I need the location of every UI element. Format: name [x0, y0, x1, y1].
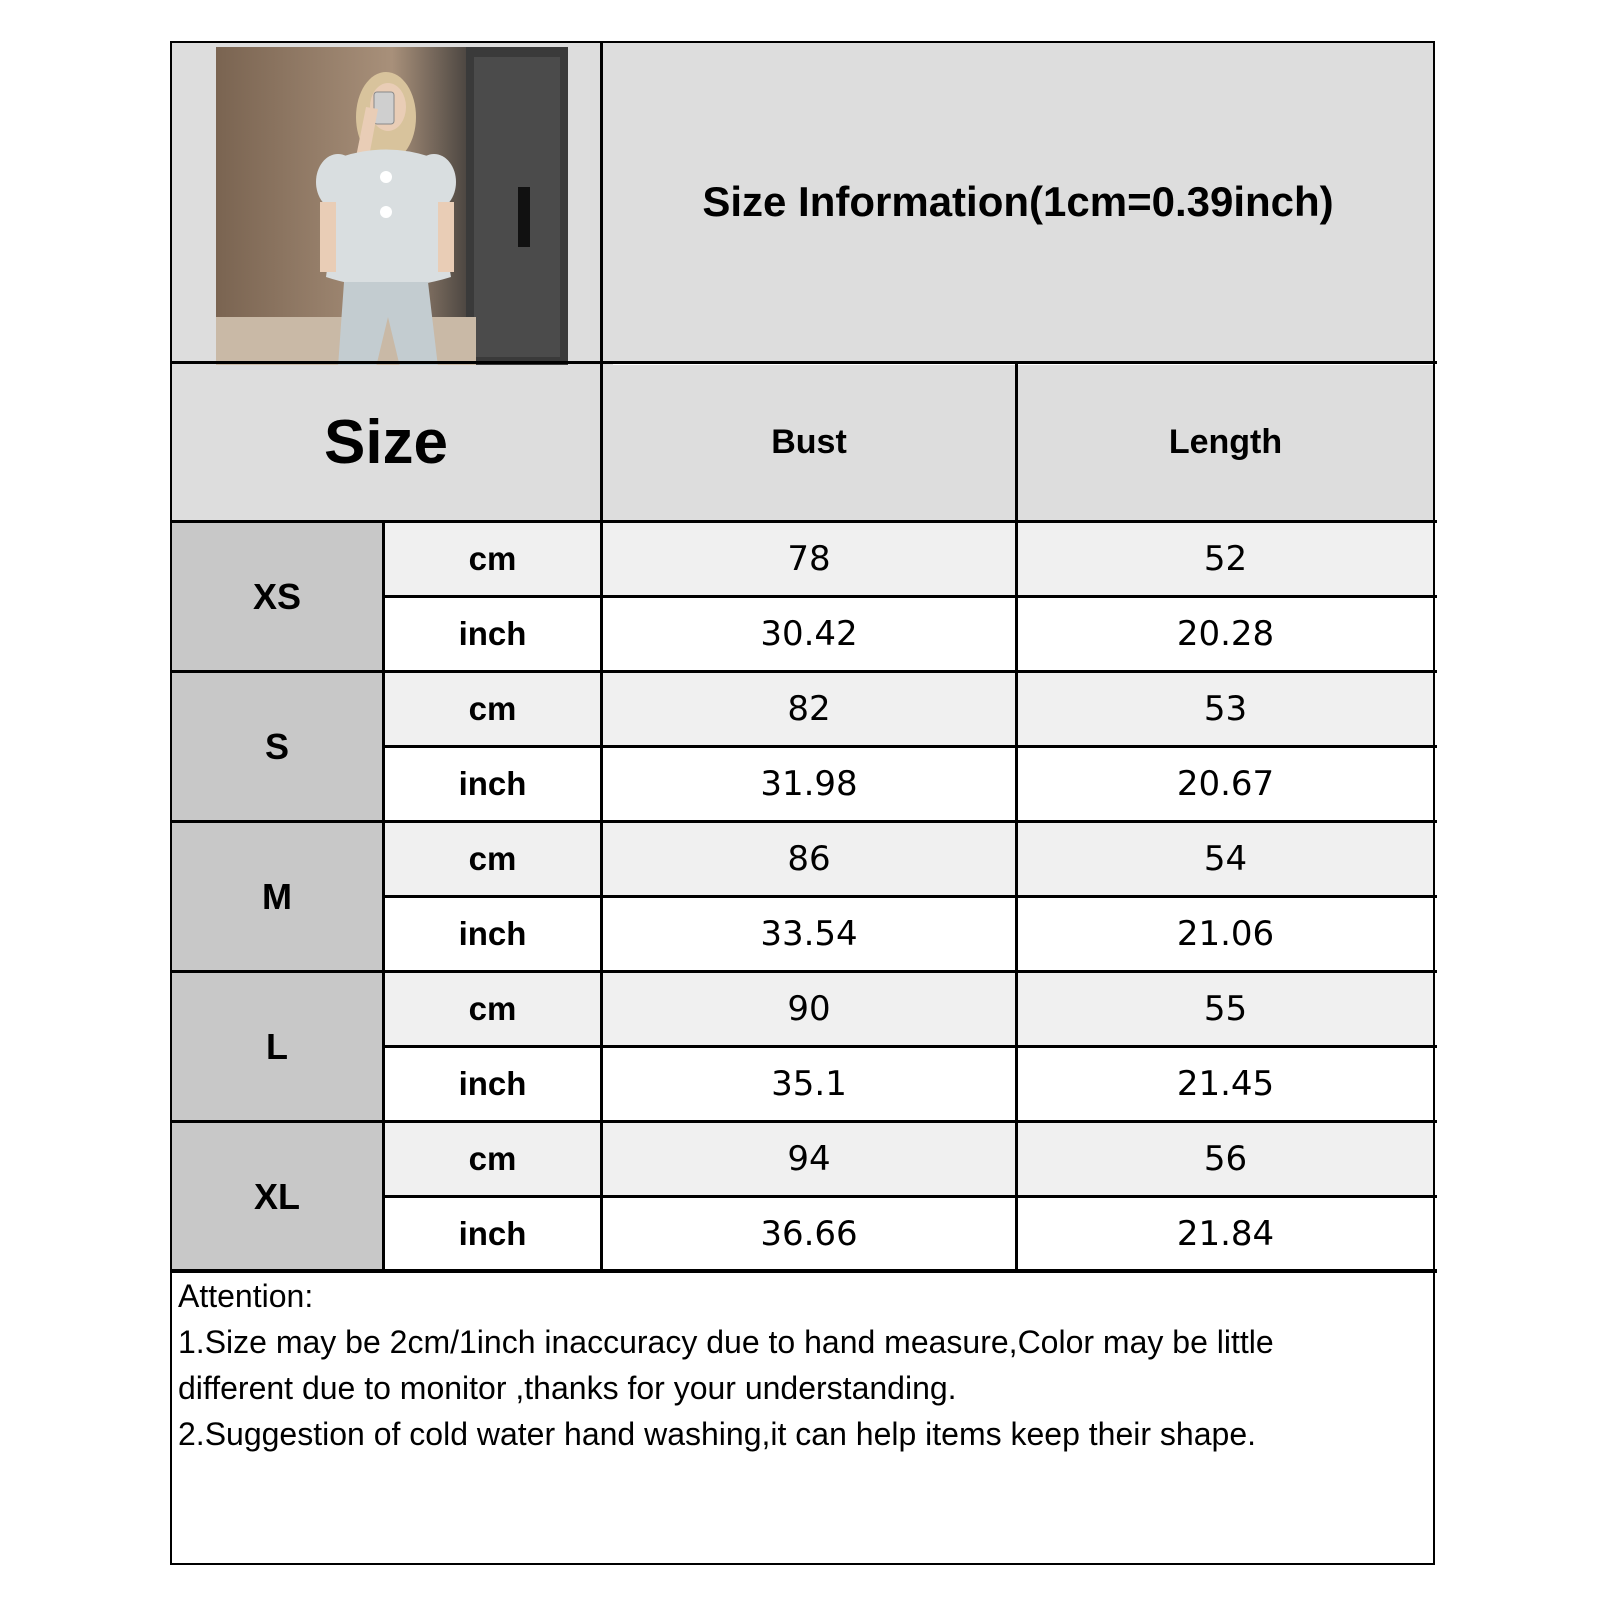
unit-label-cell	[385, 523, 600, 595]
unit-label: cm	[468, 690, 517, 727]
length-value-cell	[1018, 973, 1433, 1045]
grid-line	[382, 520, 385, 1272]
size-label: L	[266, 1025, 288, 1067]
length-value-cell	[1018, 823, 1433, 895]
size-label: XL	[253, 1175, 300, 1217]
bust-value-cell	[603, 1123, 1015, 1195]
bust-value-cell	[603, 1048, 1015, 1120]
bust-value: 90	[787, 989, 831, 1029]
unit-label: cm	[468, 990, 517, 1027]
product-photo	[216, 47, 568, 367]
size-info-title-cell	[603, 43, 1433, 361]
note-line-1a: 1.Size may be 2cm/1inch inaccuracy due to hand measure,Color may be little	[178, 1324, 1274, 1360]
length-value-cell	[1018, 598, 1433, 670]
bust-value-cell	[603, 973, 1015, 1045]
size-label-cell	[172, 673, 382, 820]
bust-value: 30.42	[760, 614, 858, 654]
unit-label: cm	[468, 840, 517, 877]
length-value: 54	[1203, 839, 1248, 879]
length-value: 21.84	[1176, 1214, 1275, 1254]
bust-value: 36.66	[760, 1214, 858, 1254]
unit-label-cell	[385, 1048, 600, 1120]
unit-label-cell	[385, 1123, 600, 1195]
bust-value: 35.1	[771, 1064, 847, 1104]
length-value: 52	[1203, 539, 1248, 579]
bust-header-cell	[603, 365, 1015, 520]
bust-value: 82	[787, 689, 831, 729]
size-info-title: Size Information(1cm=0.39inch)	[702, 178, 1334, 225]
bust-value: 86	[787, 839, 831, 879]
size-header: Size	[323, 408, 449, 477]
size-chart	[170, 41, 1435, 1565]
bust-value-cell	[603, 523, 1015, 595]
length-value-cell	[1018, 1048, 1433, 1120]
unit-label-cell	[385, 748, 600, 820]
length-value: 56	[1203, 1139, 1248, 1179]
unit-label-cell	[385, 673, 600, 745]
size-header-cell	[172, 365, 600, 520]
bust-value-cell	[603, 598, 1015, 670]
size-label-cell	[172, 523, 382, 670]
unit-label: cm	[468, 540, 517, 577]
attention-heading: Attention:	[178, 1278, 314, 1314]
unit-label: inch	[458, 1065, 527, 1102]
grid-line	[172, 361, 1437, 364]
bust-value-cell	[603, 823, 1015, 895]
unit-label: inch	[458, 1215, 527, 1252]
size-label: M	[262, 875, 292, 917]
note-line-1b: different due to monitor ,thanks for your understanding.	[178, 1370, 957, 1406]
length-value-cell	[1018, 1198, 1433, 1270]
length-value-cell	[1018, 1123, 1433, 1195]
length-header-cell	[1018, 365, 1433, 520]
bust-value-cell	[603, 748, 1015, 820]
bust-value-cell	[603, 673, 1015, 745]
length-value-cell	[1018, 748, 1433, 820]
unit-label: cm	[468, 1140, 517, 1177]
attention-notes	[178, 1273, 1418, 1457]
grid-line	[1015, 361, 1018, 1272]
length-value-cell	[1018, 523, 1433, 595]
unit-label-cell	[385, 823, 600, 895]
length-value: 20.28	[1176, 614, 1275, 654]
size-label-cell	[172, 973, 382, 1120]
size-label-cell	[172, 823, 382, 970]
grid-line	[172, 1269, 1437, 1272]
length-value-cell	[1018, 898, 1433, 970]
length-value: 55	[1203, 989, 1248, 1029]
size-label: S	[264, 725, 289, 767]
unit-label-cell	[385, 598, 600, 670]
bust-value-cell	[603, 898, 1015, 970]
length-value: 21.06	[1176, 914, 1275, 954]
size-label-cell	[172, 1123, 382, 1270]
length-value: 20.67	[1176, 764, 1275, 804]
length-header: Length	[1168, 423, 1283, 461]
bust-value: 33.54	[760, 914, 858, 954]
grid-line	[172, 520, 1437, 523]
unit-label: inch	[458, 615, 527, 652]
bust-value: 31.98	[760, 764, 858, 804]
product-photo-cell	[172, 43, 613, 371]
length-value: 21.45	[1176, 1064, 1275, 1104]
unit-label: inch	[458, 765, 527, 802]
grid-line	[600, 43, 603, 1272]
unit-label: inch	[458, 915, 527, 952]
unit-label-cell	[385, 1198, 600, 1270]
length-value: 53	[1203, 689, 1248, 729]
unit-label-cell	[385, 898, 600, 970]
unit-label-cell	[385, 973, 600, 1045]
size-label: XS	[252, 575, 302, 617]
bust-value: 94	[787, 1139, 831, 1179]
bust-value-cell	[603, 1198, 1015, 1270]
bust-header: Bust	[771, 423, 847, 461]
length-value-cell	[1018, 673, 1433, 745]
note-line-2: 2.Suggestion of cold water hand washing,it can help items keep their shape.	[178, 1416, 1256, 1452]
model-photo-illustration	[216, 47, 568, 367]
bust-value: 78	[787, 539, 831, 579]
